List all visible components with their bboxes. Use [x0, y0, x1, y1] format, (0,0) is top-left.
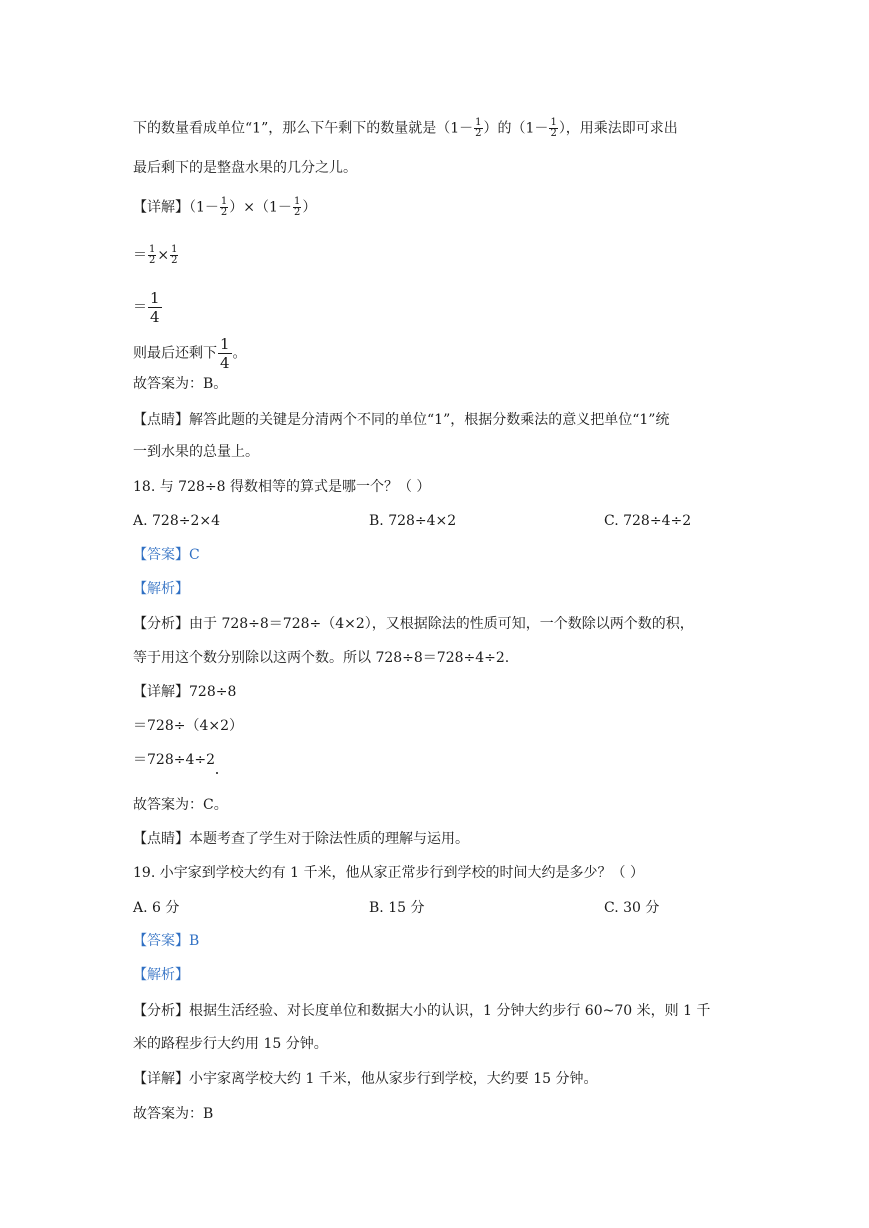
q18-answer-line: 故答案为：C。	[133, 797, 228, 813]
q18-analysis-line-2: 等于用这个数分别除以这两个数。所以 728÷8＝728÷4÷2.	[133, 650, 510, 666]
q19-detail-line-1: 【详解】小宇家离学校大约 1 千米，他从家步行到学校，大约要 15 分钟。	[133, 1071, 598, 1087]
q18-question: 18. 与 728÷8 得数相等的算式是哪一个？（ ）	[133, 479, 431, 495]
fraction-denominator: 2	[550, 128, 557, 139]
fraction-denominator: 2	[220, 207, 228, 218]
fraction-denominator: 4	[220, 354, 230, 372]
q19-analysis-header: 【解析】	[133, 967, 189, 983]
fraction-denominator: 4	[150, 308, 160, 326]
q17-detail-step-2	[133, 289, 163, 326]
q19-question: 19. 小宇家到学校大约有 1 千米，他从家正常步行到学校的时间大约是多少？（ ）	[133, 865, 644, 881]
text-segment: 下的数量看成单位“1”，那么下午剩下的数量就是（1－	[133, 120, 474, 137]
fraction-numerator: 1	[149, 244, 156, 255]
q18-analysis-line-1: 【分析】由于 728÷8＝728÷（4×2），又根据除法的性质可知，一个数除以两个数的积，	[133, 616, 694, 632]
text-segment: ）的（1－	[483, 120, 549, 137]
fraction-one-half	[148, 245, 156, 266]
q18-detail-line-1: 【详解】728÷8	[133, 684, 237, 700]
q19-analysis-line-1: 【分析】根据生活经验、对长度单位和数据大小的认识，1 分钟大约步行 60~70 米，则 1 千	[133, 1003, 711, 1019]
fraction-one-half	[549, 118, 557, 139]
fraction-one-quarter	[148, 289, 162, 326]
fraction-numerator: 1	[293, 196, 301, 207]
detail-label: 【详解】	[133, 199, 189, 216]
fraction-one-half	[220, 197, 228, 218]
fraction-denominator: 2	[171, 255, 178, 266]
text-segment: 则最后还剩下	[133, 345, 217, 362]
fraction-denominator: 2	[293, 207, 301, 218]
q17-conclusion	[133, 335, 247, 372]
q18-analysis-header: 【解析】	[133, 581, 189, 597]
fraction-one-half	[474, 118, 482, 139]
emphasis-dot	[216, 772, 218, 774]
text-segment: ）×（1－	[229, 199, 292, 216]
text-segment: 。	[232, 345, 247, 362]
q17-comment-line-2: 一到水果的总量上。	[133, 444, 259, 460]
q17-detail-expression	[133, 197, 316, 218]
q19-option-c: C. 30 分	[604, 900, 660, 916]
q17-answer-line: 故答案为：B。	[133, 376, 228, 392]
q18-detail-line-3: ＝728÷4÷2	[133, 752, 215, 768]
fraction-one-half	[293, 197, 301, 218]
fraction-numerator: 1	[150, 289, 160, 307]
text-segment: ），用乘法即可求出	[558, 120, 678, 137]
q19-analysis-line-2: 米的路程步行大约用 15 分钟。	[133, 1036, 328, 1052]
fraction-numerator: 1	[220, 335, 230, 353]
q17-analysis-line-1	[133, 118, 678, 139]
fraction-one-quarter	[218, 335, 232, 372]
q19-option-a: A. 6 分	[133, 900, 180, 916]
fraction-numerator: 1	[171, 244, 178, 255]
q17-detail-step-1	[133, 245, 179, 266]
equals-sign: ＝	[133, 247, 147, 264]
fraction-denominator: 2	[149, 255, 156, 266]
fraction-denominator: 2	[475, 128, 482, 139]
fraction-one-half	[170, 245, 178, 266]
q18-option-b: B. 728÷4×2	[369, 513, 457, 529]
q18-option-c: C. 728÷4÷2	[604, 513, 692, 529]
text-segment: （1－	[189, 199, 219, 216]
q19-option-b: B. 15 分	[369, 900, 425, 916]
q18-answer: 【答案】C	[133, 547, 200, 563]
fraction-numerator: 1	[220, 196, 228, 207]
q18-option-a: A. 728÷2×4	[133, 513, 221, 529]
fraction-numerator: 1	[550, 117, 557, 128]
text-segment: ）	[302, 199, 317, 216]
q19-answer: 【答案】B	[133, 933, 200, 949]
times-sign: ×	[157, 247, 170, 264]
q18-comment: 【点睛】本题考查了学生对于除法性质的理解与运用。	[133, 831, 469, 847]
fraction-numerator: 1	[475, 117, 482, 128]
q17-comment-line-1: 【点睛】解答此题的关键是分清两个不同的单位“1”，根据分数乘法的意义把单位“1”统	[133, 412, 670, 428]
q17-analysis-line-2: 最后剩下的是整盘水果的几分之儿。	[133, 160, 357, 176]
q18-detail-line-2: ＝728÷（4×2）	[133, 718, 243, 734]
q19-answer-line: 故答案为：B	[133, 1106, 214, 1122]
equals-sign: ＝	[133, 299, 147, 316]
